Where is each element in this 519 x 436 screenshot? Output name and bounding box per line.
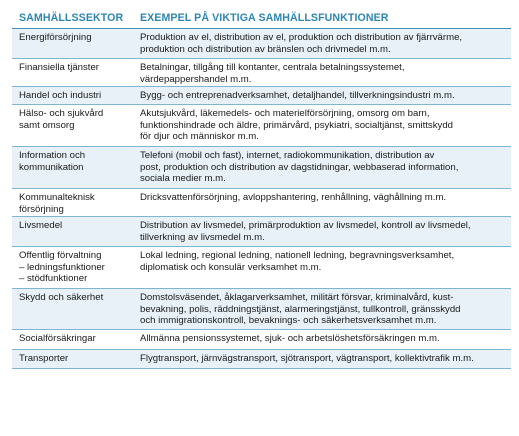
header-sector: SAMHÄLLSSEKTOR bbox=[19, 11, 124, 24]
functions-line: post, produktion och distribution av dagstidningar, webbaserad information, bbox=[140, 161, 459, 173]
functions-cell bbox=[133, 247, 511, 288]
sector-line: Information och bbox=[19, 150, 86, 161]
functions-cell bbox=[133, 289, 511, 329]
functions-line: Produktion av el, distribution av el, produktion och distribution av fjärrvärme, bbox=[140, 32, 463, 43]
sector-line: Livsmedel bbox=[19, 220, 63, 231]
sector-line: Kommunalteknisk bbox=[19, 192, 95, 203]
sector-line: Transporter bbox=[19, 353, 69, 364]
functions-line: Bygg- och entreprenadverksamhet, detaljhandel, tillverkningsindustri m.m. bbox=[140, 90, 455, 101]
functions-line: Domstolsväsendet, åklagarverksamhet, militärt försvar, kriminalvård, kust- bbox=[140, 292, 454, 303]
sector-cell bbox=[12, 105, 133, 146]
header-functions: EXEMPEL PÅ VIKTIGA SAMHÄLLSFUNKTIONER bbox=[140, 11, 389, 24]
sector-line: Handel och industri bbox=[19, 90, 102, 101]
sector-line: Finansiella tjänster bbox=[19, 62, 99, 73]
table-row bbox=[12, 247, 511, 289]
functions-cell bbox=[133, 330, 511, 349]
table-row bbox=[12, 105, 511, 147]
functions-line: värdepappershandel m.m. bbox=[140, 73, 252, 85]
functions-line: Lokal ledning, regional ledning, nationell ledning, begravningsverksamhet, bbox=[140, 250, 455, 261]
sector-cell bbox=[12, 87, 133, 104]
sector-line: Socialförsäkringar bbox=[19, 333, 96, 344]
sector-line: Energiförsörjning bbox=[19, 32, 92, 43]
sector-line: – ledningsfunktioner bbox=[19, 261, 105, 273]
sector-line: – stödfunktioner bbox=[19, 273, 88, 285]
sector-cell bbox=[12, 330, 133, 349]
sector-line: Skydd och säkerhet bbox=[19, 292, 104, 303]
table-row bbox=[12, 87, 511, 105]
functions-line: produktion och distribution av bränslen och drivmedel m.m. bbox=[140, 43, 391, 55]
sector-cell bbox=[12, 350, 133, 368]
functions-line: Akutsjukvård, läkemedels- och materielförsörjning, omsorg om barn, bbox=[140, 108, 430, 119]
functions-line: Allmänna pensionssystemet, sjuk- och arbetslöshetsförsäkringen m.m. bbox=[140, 333, 440, 344]
sector-cell bbox=[12, 59, 133, 86]
sector-table bbox=[12, 7, 511, 369]
functions-cell bbox=[133, 29, 511, 58]
sector-cell bbox=[12, 247, 133, 288]
functions-line: och immigrationskontroll, bevaknings- och säkerhetsverksamhet m.m. bbox=[140, 315, 437, 327]
sector-line: kommunikation bbox=[19, 161, 84, 173]
table-row bbox=[12, 330, 511, 350]
functions-line: Flygtransport, järnvägstransport, sjötransport, vägtransport, kollektivtrafik m.m. bbox=[140, 353, 474, 364]
table-row bbox=[12, 217, 511, 247]
sector-line: Hälso- och sjukvård bbox=[19, 108, 104, 119]
table-header bbox=[12, 7, 511, 29]
functions-line: Betalningar, tillgång till kontanter, centrala betalningssystemet, bbox=[140, 62, 405, 73]
functions-cell bbox=[133, 217, 511, 246]
table-row bbox=[12, 29, 511, 59]
functions-line: bevakning, polis, räddningstjänst, alarmeringstjänst, tullkontroll, gränsskydd bbox=[140, 303, 461, 315]
functions-cell bbox=[133, 189, 511, 216]
functions-cell bbox=[133, 87, 511, 104]
functions-line: tillverkning av livsmedel m.m. bbox=[140, 231, 265, 243]
functions-line: Telefoni (mobil och fast), internet, radiokommunikation, distribution av bbox=[140, 150, 435, 161]
table-row bbox=[12, 189, 511, 217]
sector-cell bbox=[12, 29, 133, 58]
sector-cell bbox=[12, 217, 133, 246]
sector-cell bbox=[12, 189, 133, 216]
functions-cell bbox=[133, 350, 511, 368]
sector-line: samt omsorg bbox=[19, 119, 75, 131]
sector-cell bbox=[12, 147, 133, 188]
table-row bbox=[12, 59, 511, 87]
functions-cell bbox=[133, 105, 511, 146]
functions-line: Distribution av livsmedel, primärproduktion av livsmedel, kontroll av livsmedel, bbox=[140, 220, 471, 231]
functions-line: sociala medier m.m. bbox=[140, 173, 226, 185]
functions-line: funktionshindrade och äldre, primärvård, psykiatri, socialtjänst, smittskydd bbox=[140, 119, 453, 131]
sector-line: försörjning bbox=[19, 203, 64, 215]
sector-line: Offentlig förvaltning bbox=[19, 250, 102, 261]
table-row bbox=[12, 350, 511, 369]
functions-line: för djur och människor m.m. bbox=[140, 131, 259, 143]
functions-line: Dricksvattenförsörjning, avloppshantering, renhållning, väghållning m.m. bbox=[140, 192, 447, 203]
table-row bbox=[12, 147, 511, 189]
functions-cell bbox=[133, 59, 511, 86]
functions-line: diplomatisk och konsulär verksamhet m.m. bbox=[140, 261, 322, 273]
table-body bbox=[12, 29, 511, 369]
sector-cell bbox=[12, 289, 133, 329]
functions-cell bbox=[133, 147, 511, 188]
table-row bbox=[12, 289, 511, 330]
